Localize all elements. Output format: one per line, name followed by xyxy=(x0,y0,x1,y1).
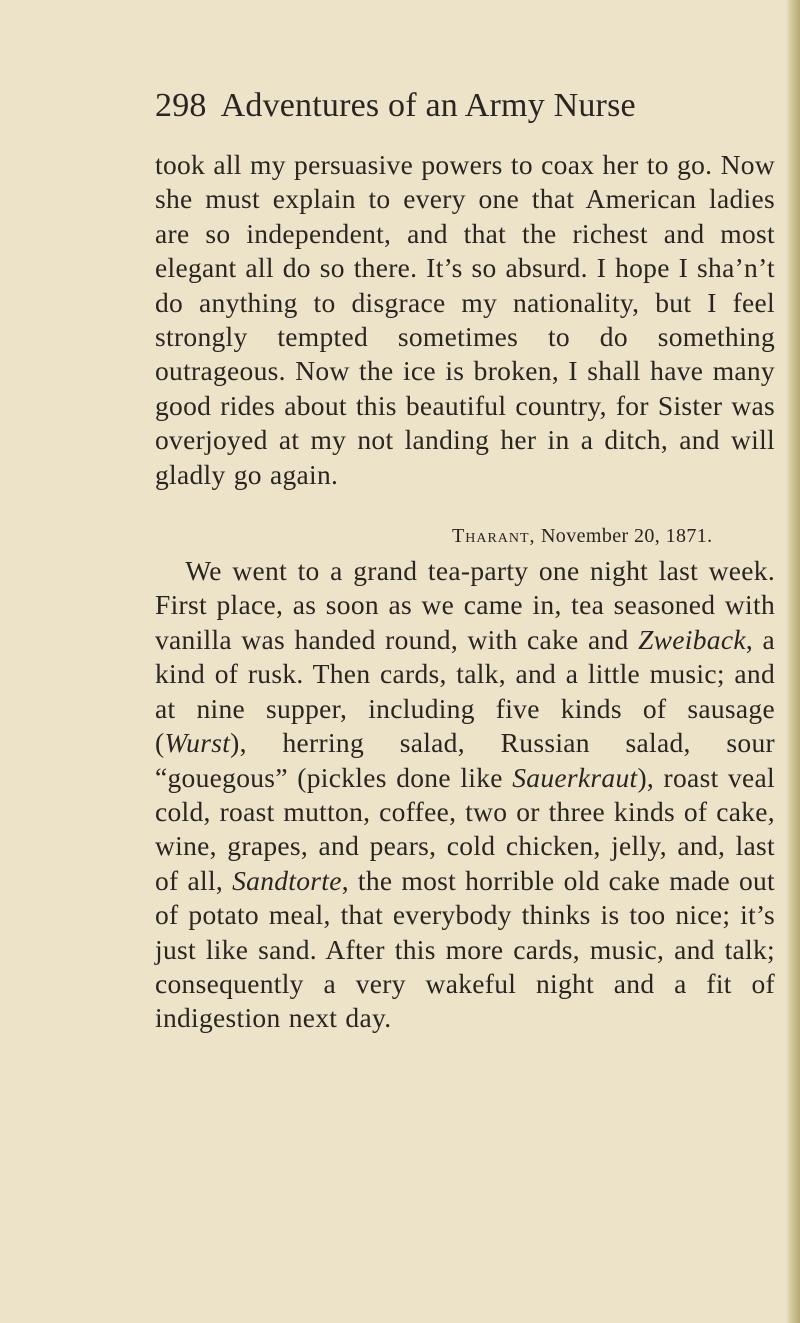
paragraph-2-text-4: ), roast veal cold, roast mutton, coffee, two or three kinds of cake, wine, grapes, and pears, cold chicken, jelly, and, last of all, xyxy=(155,761,775,896)
paragraph-2-text-1: We went to a grand tea-party one night last week. First place, as soon as we came in, tea seasoned with vanilla was handed round, with cake and xyxy=(155,555,775,655)
italic-sandtorte: Sandtorte xyxy=(232,864,342,896)
dateline-place: Tharant, xyxy=(452,525,536,548)
running-title: Adventures of an Army Nurse xyxy=(220,87,636,124)
running-head xyxy=(155,84,775,128)
paragraph-2-text-5: , the most horrible old cake made out of potato meal, that everybody thinks is too nice; it’s just like sand. After this more cards, music, and talk; consequently a very wakeful night and a fit of indigestion next day. xyxy=(155,864,775,1034)
paragraph-1: took all my persuasive powers to coax her to go. Now she must explain to every one that American ladies are so independent, and that the richest and most elegant all do so there. It’s so absurd. I hope I sha’n’t do anything to disgrace my nationality, but I feel strongly tempted sometimes to do something outrageous. Now the ice is broken, I shall have many good rides about this beautiful country, for Sister was overjoyed at my not landing her in a ditch, and will gladly go again. xyxy=(155,149,775,490)
paragraph-2-text-2: , a kind of rusk. Then cards, talk, and a little music; and at nine supper, including five kinds of sausage ( xyxy=(155,623,775,759)
page-number: 298 xyxy=(155,87,207,124)
paragraph-2-text-3: ), herring salad, Russian salad, sour “gouegous” (pickles done like xyxy=(155,727,775,793)
paragraph-2 xyxy=(155,554,775,1036)
book-page xyxy=(155,84,775,1036)
italic-wurst: Wurst xyxy=(164,727,231,759)
dateline-date: November 20, 1871. xyxy=(540,525,713,548)
page-edge-shadow xyxy=(786,0,800,1323)
dateline xyxy=(155,522,775,550)
italic-sauerkraut: Sauerkraut xyxy=(512,761,638,793)
italic-zweiback: Zweiback xyxy=(638,623,746,655)
